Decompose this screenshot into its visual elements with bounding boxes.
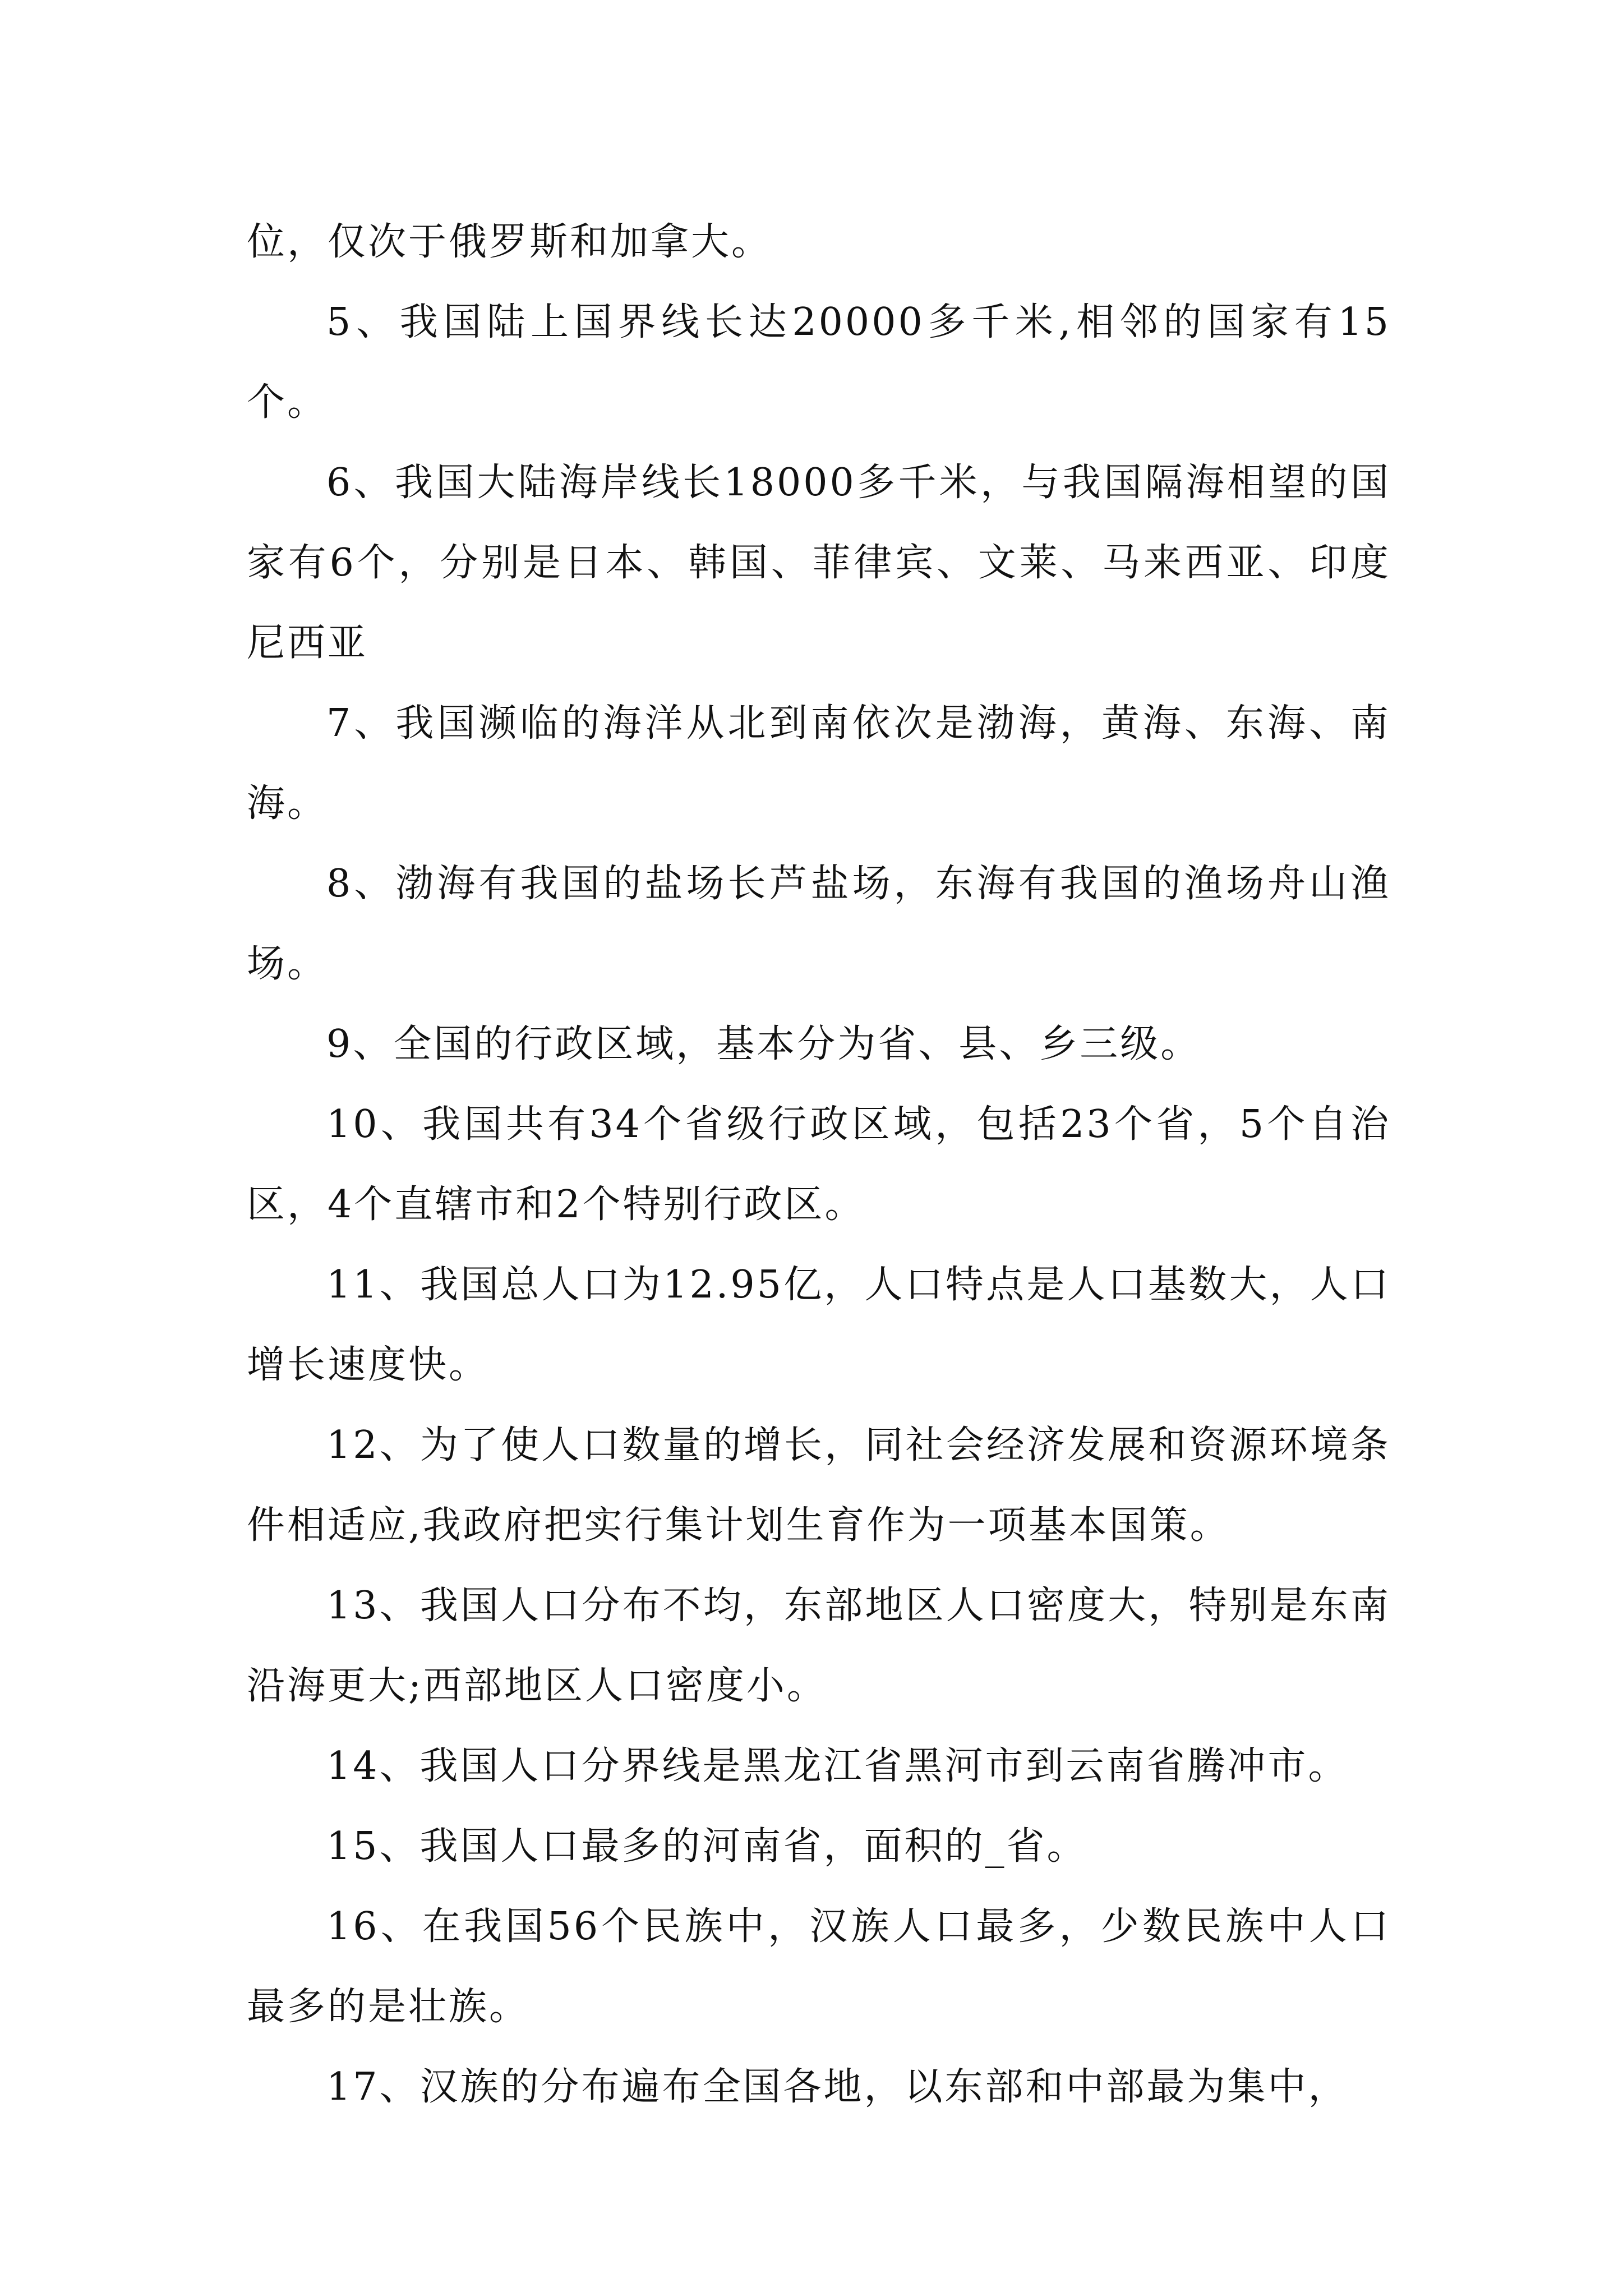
paragraph-continuation: 位，仅次于俄罗斯和加拿大。 (247, 220, 772, 264)
document-body (247, 202, 1391, 2127)
paragraph-item-17: 17、汉族的分布遍布全国各地，以东部和中部最为集中， (326, 2065, 1349, 2109)
paragraph-item-16: 16、在我国56个民族中，汉族人口最多，少数民族中人口最多的是壮族。 (247, 1904, 1391, 2029)
paragraph-item-12: 12、为了使人口数量的增长，同社会经济发展和资源环境条件相适应,我政府把实行集计划生育作为一项基本国策。 (247, 1423, 1391, 1548)
paragraph-item-6: 6、我国大陆海岸线长18000多千米，与我国隔海相望的国家有6个，分别是日本、韩国、菲律宾、文莱、马来西亚、印度尼西亚 (247, 461, 1391, 665)
paragraph-item-14: 14、我国人口分界线是黑龙江省黑河市到云南省腾冲市。 (326, 1744, 1349, 1788)
paragraph-item-5: 5、我国陆上国界线长达20000多千米,相邻的国家有15个。 (247, 300, 1391, 425)
paragraph-item-11: 11、我国总人口为12.95亿，人口特点是人口基数大，人口增长速度快。 (247, 1263, 1391, 1387)
paragraph-item-15: 15、我国人口最多的河南省，面积的_省。 (326, 1824, 1087, 1869)
paragraph-item-8: 8、渤海有我国的盐场长芦盐场，东海有我国的渔场舟山渔场。 (247, 862, 1391, 986)
paragraph-item-10: 10、我国共有34个省级行政区域，包括23个省，5个自治区，4个直辖市和2个特别行政区。 (247, 1102, 1391, 1227)
paragraph-item-13: 13、我国人口分布不均，东部地区人口密度大，特别是东南沿海更大;西部地区人口密度小。 (247, 1584, 1391, 1708)
paragraph-item-9: 9、全国的行政区域，基本分为省、县、乡三级。 (326, 1022, 1201, 1066)
paragraph-item-7: 7、我国濒临的海洋从北到南依次是渤海，黄海、东海、南海。 (247, 701, 1391, 826)
